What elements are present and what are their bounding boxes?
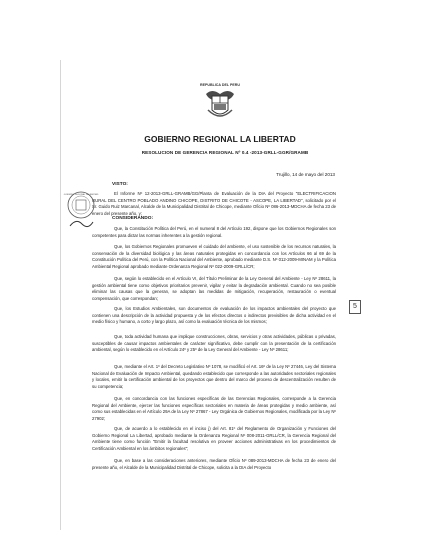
resolution-number: RESOLUCION DE GERENCIA REGIONAL Nº 0.4 -2013-GRLL-GGR/GRAMB xyxy=(141,150,309,155)
heading-visto: VISTO: xyxy=(112,182,128,187)
scan-edge xyxy=(60,60,61,530)
page-number-stamp: 5 xyxy=(349,300,361,314)
paragraph-text: Que, de acuerdo a lo establecido en el inciso j) del Art. 81º del Reglamento de Organización y Funciones del Gobierno Regional La Libertad, aprobado mediante la Ordenanza Regional Nº 008-2011-GRLL/CR, la Gerencia Regional del Ambiente tiene como función "Emitir la facultad resolutiva en proveer acciones administrativas en los procedimientos de Certificación Ambiental en los ámbitos regionales"; xyxy=(92,426,336,451)
paragraph-9 xyxy=(92,458,336,471)
paragraph-4 xyxy=(92,306,336,326)
paragraph-6 xyxy=(92,364,336,390)
paragraph-text: Que, mediante el Art. 1º del Decreto Legislativo Nº 1078, se modificó el Art. 16º de la Ley Nº 27446, Ley del Sistema Nacional de Evaluación de Impacto Ambiental, quedando establecido que corresponde a las autoridades sectoriales regionales y locales, emitir la certificación ambiental de los proyectos que dentro del marco del proceso de descentralización resulten de su competencia; xyxy=(92,364,336,389)
seal-text: REPUBLICA DEL PERU xyxy=(200,83,240,87)
paragraph-1 xyxy=(92,226,336,239)
document-date: Trujillo, 14 de mayo del 2013 xyxy=(276,172,335,177)
paragraph-text: Que, en concordancia con las funciones específicas de las Gerencias Regionales, corresponde a la Gerencia Regional del Ambiente, ejercer las funciones específicas sectoriales en materia de áreas protegidas y medio ambiente, así como sus establecidas en el Artículo 29A de la Ley Nº 27867 - Ley Orgánica de Gobiernos Regionales, modificada por la Ley Nº 27902; xyxy=(92,396,336,421)
paragraph-7 xyxy=(92,396,336,422)
paragraph-8 xyxy=(92,426,336,452)
national-seal-icon xyxy=(198,80,242,124)
paragraph-5 xyxy=(92,334,336,354)
paragraph-3 xyxy=(92,276,336,302)
paragraph-visto xyxy=(92,191,336,217)
paragraph-text: Que, en base a las consideraciones anteriores, mediante Oficio Nº 089-2013-MDCHA de fecha 23 de enero del presente año, el Alcalde de la Municipalidad Distrital de Chicope, solicita a la DIA del Proyecto xyxy=(92,458,336,470)
stamp-text: GOBIERNO REGIONAL LA LIBERTAD xyxy=(63,194,99,196)
paragraph-text: El Informe Nº 12-2013-GRLL-GRAMB/GG/Planta de Evaluación de la DIA del Proyecto "ELECTRIFICACION RURAL DEL CENTRO POBLADO ANDINO CHICOPE, DISTRITO DE CHICOTE - ASCOPE, LA LIBERTAD", solicitado por el Sr. Guido Ruiz Marcanal, Alcalde de la Municipalidad Distrital de Chicope, mediante Oficio Nº 086-2013-MDCHA de fecha 23 de enero del presente año, y; xyxy=(92,191,336,216)
paragraph-text: Que, toda actividad humana que implique construcciones, obras, servicios y otras actividades, públicas o privadas, susceptibles de causar impactos ambientales de carácter significativo, debe cumplir con la presentación de la certificación ambiental, según lo establecido en el Artículo 24º y 25º de la Ley General del Ambiente - Ley Nº 28611; xyxy=(92,334,336,353)
document-title: GOBIERNO REGIONAL LA LIBERTAD xyxy=(144,134,296,144)
paragraph-text: Que, la Constitución Política del Perú, en el numeral 8 del Artículo 192, dispone que los Gobiernos Regionales son competentes para dictar las normas inherentes a la gestión regional. xyxy=(92,226,336,238)
paragraph-2 xyxy=(92,244,336,270)
paragraph-text: Que, según lo establecido en el Artículo VI, del Título Preliminar de la Ley General del Ambiente - Ley Nº 28611, la gestión ambiental tiene como objetivos prioritarios prevenir, vigilar y evitar la degradación ambiental. Cuando no sea posible eliminar las causas que la generan, se adoptan las medidas de mitigación, recuperación, restauración o eventual compensación, que correspondan; xyxy=(92,276,336,301)
paragraph-text: Que, los Gobiernos Regionales promueven el cuidado del ambiente, el uso sostenible de los recursos naturales, la conservación de la diversidad biológica y las áreas naturales protegidas en concordancia con los Artículos 66 al 69 de la Constitución Política del Perú, con la Política Nacional del Ambiente, aprobado mediante D.S. Nº 012-2009-MINAM y la Política Ambiental Regional aprobado mediante Ordenanza Regional Nº 022-2009-GRLL/CR; xyxy=(92,244,336,269)
heading-considerando: CONSIDERANDO: xyxy=(112,216,154,221)
paragraph-text: Que, los Estudios Ambientales, son documentos de evaluación de los impactos ambientales del proyecto que contienen una descripción de la actividad propuesta y de los efectos directos o indirectos previsibles de dicha actividad en el medio físico y humano, a corto y largo plazo, así como la evaluación técnica de los mismos; xyxy=(92,306,336,325)
